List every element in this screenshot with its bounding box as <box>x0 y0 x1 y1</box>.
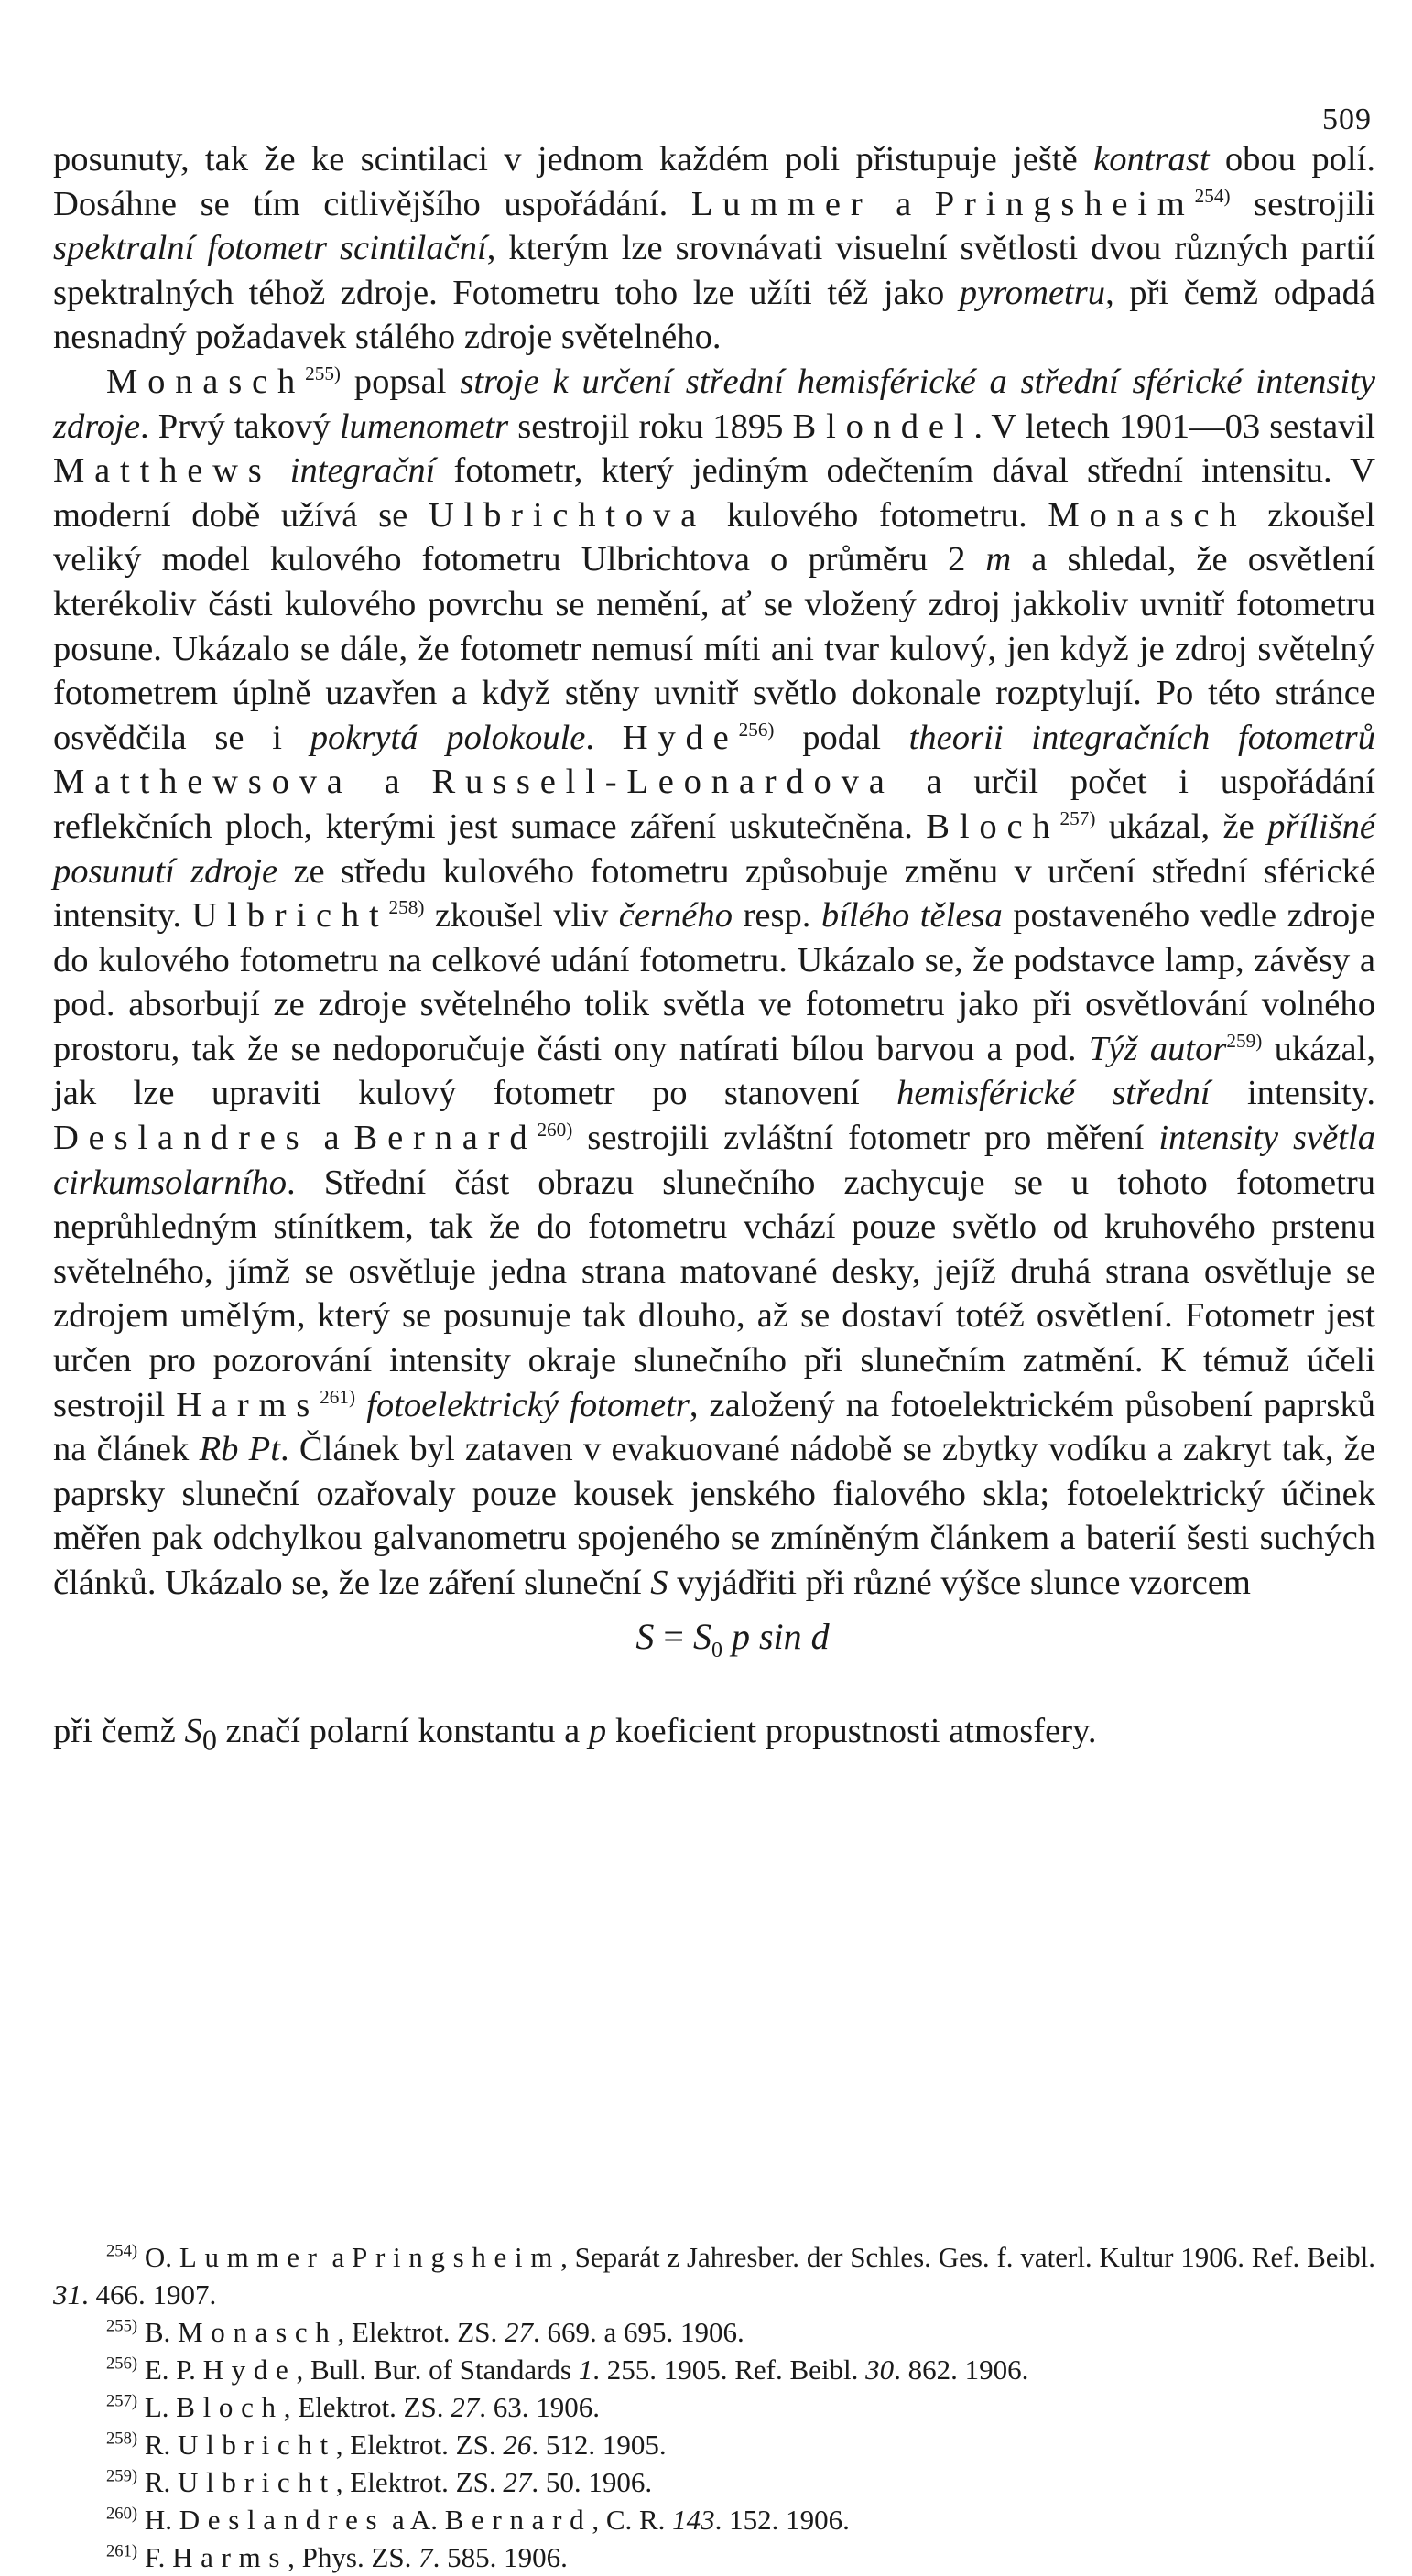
text-run: 1 <box>578 2354 593 2386</box>
text-run: kulového fotometru. <box>706 495 1048 535</box>
text-run: stroje k určení střední hemisférické a střední sférické intensity zdroje <box>53 362 1375 446</box>
footnote <box>53 2388 1375 2426</box>
author-name: Ulbricht <box>178 2429 336 2461</box>
text-run: a <box>309 1119 354 1158</box>
text-run: . Střední část obrazu slunečního zachycuje se u tohoto fotometru neprůhledným stínítkem, tak že do fotometru vchází pouze světlo od kruhového prstenu světelného, jímž se osvětluje jedna strana matované desky, jejíž druhá strana osvětluje se zdrojem umělým, který se posunuje tak dlouho, až se dostaví totéž osvětlení. Fotometr jest určen pro pozorování intensity okraje slunečního při slunečním zatmění. K témuž účeli sestrojil <box>53 1163 1375 1424</box>
text-run: . <box>585 718 623 757</box>
formula-equals: = <box>654 1615 693 1657</box>
footnote-ref: 258) <box>106 2429 138 2449</box>
text-run: R. <box>137 2466 179 2498</box>
text-run: podal <box>774 718 909 757</box>
text-run: E. P. <box>137 2354 203 2386</box>
text-run: ukázal, že <box>1095 806 1268 846</box>
author-name: Ulbricht <box>191 896 389 936</box>
text-run: theorii integračních fotometrů <box>908 718 1375 757</box>
footnote-ref: 258) <box>388 896 425 919</box>
text-run: . 466. 1907. <box>81 2278 217 2311</box>
footnote <box>53 2238 1375 2313</box>
author-name: Monasch <box>178 2316 338 2348</box>
text-run: popsal <box>341 362 461 401</box>
text-run: 0 <box>201 1723 217 1757</box>
formula-base: S <box>692 1615 711 1657</box>
text-run: . 512. 1905. <box>531 2429 667 2461</box>
text-run: kontrast <box>1093 140 1210 179</box>
text-run: . 152. 1906. <box>714 2504 850 2536</box>
author-name: Russell-Leonardova <box>431 763 895 802</box>
author-name: Bernard <box>444 2504 592 2536</box>
text-run: B. <box>137 2316 179 2348</box>
text-run: bílého tělesa <box>820 896 1003 936</box>
author-name: Harms <box>172 2541 288 2573</box>
text-run: 30 <box>865 2354 895 2386</box>
text-run: a <box>352 763 432 802</box>
text-run: 27 <box>503 2466 532 2498</box>
text-run: L. <box>137 2391 177 2423</box>
paragraph <box>53 360 1375 1606</box>
author-name: Bloch <box>176 2391 284 2423</box>
author-name: Blondel <box>792 406 974 446</box>
text-run: S <box>184 1712 202 1751</box>
text-run: O. <box>137 2241 179 2273</box>
formula-rest: p sin d <box>722 1615 830 1657</box>
author-name: Harms <box>176 1385 320 1424</box>
text-run: integrační <box>289 451 436 491</box>
text-run: a <box>872 184 935 223</box>
text-run: . 63. 1906. <box>479 2391 601 2423</box>
text-run: fotometr, který jediným odečtením dával střední intensitu. V moderní době užívá se <box>53 451 1375 535</box>
footnote-ref: 261) <box>106 2541 138 2561</box>
text-run: , při čemž odpadá nesnadný požadavek stálého zdroje světelného. <box>53 273 1375 357</box>
text-run: a shledal, že osvětlení kterékoliv části kulového povrchu se nemění, ať se vložený zdroj jakkoliv uvnitř fotometru posune. Ukázalo se dále, že fotometr nemusí míti ani tvar kulový, jen když je zdroj světelný fotometrem úplně uzavřen a když stěny uvnitř světlo dokonale rozptylují. Po této stránce osvědčila se i <box>53 540 1375 757</box>
footnote-ref: 261) <box>320 1385 356 1408</box>
text-run: p <box>588 1712 607 1751</box>
footnote <box>53 2313 1375 2351</box>
text-run: , Separát z Jahresber. der Schles. Ges. f. vaterl. Kultur 1906. Ref. Beibl. <box>560 2241 1375 2273</box>
author-name: Bernard <box>353 1119 538 1158</box>
footnote-ref: 259) <box>106 2466 138 2486</box>
text-run: fotoelektrický fotometr <box>366 1385 690 1424</box>
page-number: 509 <box>1322 103 1372 136</box>
text-run: koeficient propustnosti atmosfery. <box>606 1712 1097 1751</box>
text-run: 143 <box>672 2504 715 2536</box>
footnote-ref: 257) <box>106 2391 138 2411</box>
text-run: 31 <box>53 2278 81 2311</box>
text-run: zkoušel vliv <box>424 896 619 936</box>
closing-line <box>53 1709 1375 1762</box>
footnote-ref: 259) <box>1226 1030 1263 1053</box>
text-run: R. <box>137 2429 179 2461</box>
text-run: a určil počet i uspořádání reflekčních ploch, kterými jest sumace záření uskutečněna. <box>53 763 1375 846</box>
footnote-ref: 254) <box>1194 184 1231 207</box>
text-run: resp. <box>733 896 821 936</box>
footnote <box>53 2351 1375 2388</box>
text-run: a <box>324 2241 353 2273</box>
author-name: Monasch <box>106 362 306 401</box>
author-name: Hyde <box>202 2354 297 2386</box>
author-name: Matthewsova <box>53 763 353 802</box>
text-run: a A. <box>385 2504 445 2536</box>
text-run: , Elektrot. ZS. <box>337 2316 505 2348</box>
text-run: . Článek byl zataven v evakuované nádobě se zbytky vodíku a zakryt tak, že paprsky sluneční ozařovaly pouze kousek jenského fialového skla; fotoelektrický účinek měřen pak odchylkou galvanometru spojeného se zmíněným článkem a baterií šesti suchých článků. Ukázalo se, že lze záření sluneční <box>53 1430 1375 1602</box>
author-name: Bloch <box>926 806 1060 846</box>
text-run: . 50. 1906. <box>531 2466 653 2498</box>
footnote <box>53 2426 1375 2463</box>
text-run: F. <box>137 2541 173 2573</box>
text-run: černého <box>618 896 733 936</box>
text-run: hemisférické střední <box>896 1074 1211 1113</box>
text-run: H. <box>137 2504 179 2536</box>
text-run: Týž autor <box>1088 1029 1227 1068</box>
text-run: zkoušel veliký model kulového fotometru Ulbrichtova o průměru 2 <box>53 495 1375 579</box>
author-name: Ulbrichtova <box>428 495 707 535</box>
text-run: 26 <box>503 2429 532 2461</box>
text-run: ukázal, jak lze upraviti kulový fotometr po stanovení <box>53 1029 1375 1113</box>
formula <box>53 1615 1375 1673</box>
footnotes <box>53 2238 1375 2576</box>
text-run: , Elektrot. ZS. <box>335 2466 504 2498</box>
text-run: sestrojil roku 1895 <box>508 406 793 446</box>
text-run: pyrometru <box>959 273 1106 312</box>
text-run: . 585. 1906. <box>432 2541 568 2573</box>
text-run: 7 <box>418 2541 433 2573</box>
footnote-ref: 254) <box>106 2241 138 2261</box>
text-run: intensity. <box>1210 1074 1375 1113</box>
text-run <box>355 1386 366 1424</box>
author-name: Monasch <box>1048 495 1247 535</box>
body-text <box>53 137 1375 1763</box>
author-name: Pringsheim <box>352 2241 561 2273</box>
footnote-ref: 256) <box>738 718 775 741</box>
text-run: , Phys. ZS. <box>288 2541 419 2573</box>
text-run: 27 <box>505 2316 533 2348</box>
text-run: Rb Pt <box>199 1430 280 1469</box>
footnote-ref: 256) <box>106 2354 138 2374</box>
text-run: pokrytá polokoule <box>310 718 586 757</box>
text-run: . 669. a 695. 1906. <box>533 2316 744 2348</box>
text-run: postaveného vedle zdroje do kulového fotometru na celkové udání fotometru. Ukázalo se, že podstavce lamp, závěsy a pod. absorbují ze zdroje světelného tolik světla ve fotometru jako při osvětlování volného prostoru, tak že se nedoporučuje části ony natírati bílou barvou a pod. <box>53 896 1376 1068</box>
author-name: Matthews <box>53 451 272 491</box>
text-run: . Prvý takový <box>140 406 340 446</box>
footnote <box>53 2538 1375 2576</box>
author-name: Lummer <box>179 2241 325 2273</box>
footnote-ref: 260) <box>537 1119 573 1142</box>
text-run: intensity světla cirkumsolarního <box>53 1119 1375 1202</box>
footnote-ref: 255) <box>305 363 341 385</box>
text-run: . 862. 1906. <box>894 2354 1029 2386</box>
author-name: Hyde <box>622 718 739 757</box>
text-run: 27 <box>451 2391 480 2423</box>
text-run: , kterým lze srovnávati visuelní světlosti dvou různých partií spektralných téhož zdroje. Fotometru toho lze užíti též jako <box>53 229 1375 312</box>
author-name: Ulbricht <box>178 2466 336 2498</box>
text-run: při čemž <box>53 1712 185 1751</box>
text-run: značí polarní konstantu a <box>216 1712 589 1751</box>
text-run: , C. R. <box>592 2504 673 2536</box>
text-run: přílišné posunutí zdroje <box>53 806 1375 891</box>
text-run: , založený na fotoelektrickém působení paprsků na článek <box>53 1385 1375 1469</box>
text-run: , Elektrot. ZS. <box>283 2391 451 2423</box>
text-run: , Elektrot. ZS. <box>335 2429 504 2461</box>
text-run: , Bull. Bur. of Standards <box>296 2354 579 2386</box>
author-name: Deslandres <box>53 1119 310 1158</box>
text-run: vyjádřiti při různé výšce slunce vzorcem <box>668 1564 1251 1602</box>
text-run: sestrojili <box>1230 184 1375 223</box>
formula-lhs: S <box>635 1615 655 1657</box>
author-name: Pringsheim <box>934 184 1195 223</box>
text-run: S <box>650 1564 668 1602</box>
footnote-ref: 260) <box>106 2504 138 2524</box>
footnote-ref: 257) <box>1059 807 1096 830</box>
text-run: ze středu kulového fotometru způsobuje změnu v určení střední sférické intensity. <box>53 851 1375 936</box>
paragraph <box>53 137 1375 360</box>
text-run: sestrojili zvláštní fotometr pro měření <box>572 1119 1159 1158</box>
text-run <box>272 451 290 490</box>
text-run: posunuty, tak že ke scintilaci v jednom každém poli přistupuje ještě <box>53 140 1094 179</box>
author-name: Deslandres <box>179 2504 386 2536</box>
text-run: obou polí. Dosáhne se tím citlivějšího uspořádání. <box>53 140 1375 223</box>
footnote <box>53 2501 1375 2538</box>
footnote <box>53 2463 1375 2501</box>
text-run: m <box>985 540 1012 579</box>
text-run: . 255. 1905. Ref. Beibl. <box>592 2354 866 2386</box>
formula-subscript: 0 <box>711 1638 722 1662</box>
author-name: Lummer <box>690 184 873 223</box>
text-run: . V letech 1901—03 sestavil <box>973 406 1375 446</box>
footnote-ref: 255) <box>106 2316 138 2336</box>
text-run: spektralní fotometr scintilační <box>53 229 487 268</box>
text-run: lumenometr <box>339 406 509 446</box>
